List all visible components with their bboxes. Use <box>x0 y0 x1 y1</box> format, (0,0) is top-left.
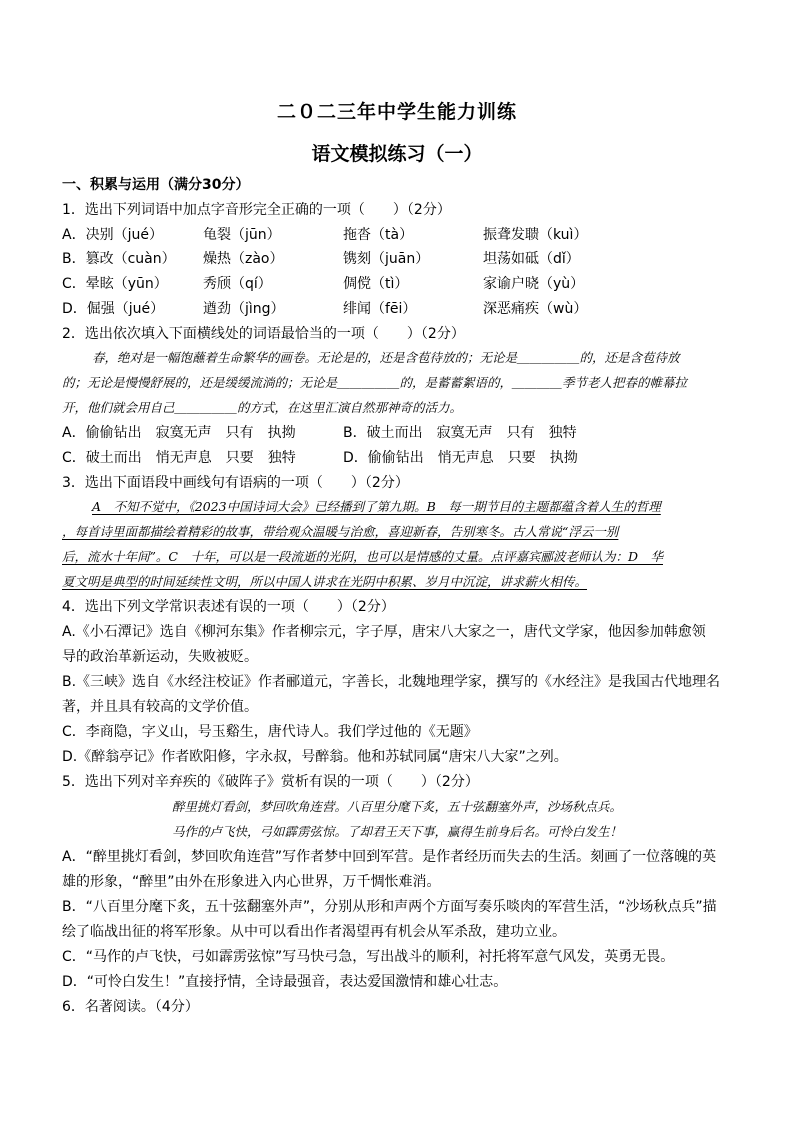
q5-option-line: C．“马作的卢飞快，弓如霹雳弦惊”写马快弓急，写出战斗的顺利，衬托将军意气风发，英勇无畏。 <box>62 949 675 965</box>
q1-option-d-word2: 遒劲（jìng） <box>203 301 285 317</box>
q1-option-a-word1: A．决别（jué） <box>62 227 163 243</box>
q2-option-b: B．破土而出 寂寞无声 只有 独特 <box>343 425 577 441</box>
q4-option-line: C．李商隐，字义山，号玉谿生，唐代诗人。我们学过他的《无题》 <box>62 724 478 740</box>
q2-option-c: C．破土而出 悄无声息 只要 独特 <box>62 450 296 466</box>
q3-passage-line: 后，流水十年间”。C 十年，可以是一段流逝的光阴，也可以是情感的丈量。点评嘉宾郦波老师认为：D 华 <box>62 549 663 564</box>
q5-option-line: B．“八百里分麾下炙，五十弦翻塞外声”，分别从形和声两个方面写奏乐啖肉的军营生活，“沙场秋点兵”描 <box>62 899 717 915</box>
q1-option-b-word2: 燥热（zào） <box>203 251 284 267</box>
q4-option-line: 著，并且具有较高的文学价值。 <box>62 699 258 715</box>
q1-option-a-word4: 振聋发聩（kuì） <box>483 227 588 243</box>
q1-option-c-word1: C．晕眩（yūn） <box>62 276 168 292</box>
page-title: 二０二三年中学生能力训练 <box>276 101 517 123</box>
page-subtitle: 语文模拟练习（一） <box>311 143 483 165</box>
q5-poem-line: 醉里挑灯看剑，梦回吹角连营。八百里分麾下炙，五十弦翻塞外声，沙场秋点兵。 <box>171 799 622 814</box>
q2-passage-line: 开，他们就会用自己＿＿＿＿＿的方式，在这里汇演自然那神奇的活力。 <box>62 400 463 415</box>
q5-poem-line: 马作的卢飞快，弓如霹雳弦惊。了却君王天下事，赢得生前身后名。可怜白发生！ <box>171 824 622 839</box>
q4-option-line: D.《醉翁亭记》作者欧阳修，字永叔，号醉翁。他和苏轼同属“唐宋八大家”之列。 <box>62 749 568 765</box>
question-5-stem: 5．选出下列对辛弃疾的《破阵子》赏析有误的一项（ ）（2分） <box>62 774 479 790</box>
q2-passage-line: 春，绝对是一幅饱蘸着生命繁华的画卷。无论是的，还是含苞待放的；无论是＿＿＿＿＿的，还是含苞待放 <box>92 350 680 365</box>
q5-option-line: 绘了临战出征的将军形象。从中可以看出作者渴望再有机会从军杀敌，建功立业。 <box>62 924 566 940</box>
q2-option-d: D．偷偷钻出 悄无声息 只要 执拗 <box>343 450 578 466</box>
q1-option-b-word3: 镌刻（juān） <box>343 251 430 267</box>
q1-option-c-word3: 倜傥（tì） <box>343 276 409 292</box>
q1-option-d-word1: D．倔强（jué） <box>62 301 165 317</box>
q1-option-c-word2: 秀颀（qí） <box>203 276 272 292</box>
q1-option-a-word2: 龟裂（jūn） <box>203 227 281 243</box>
q4-option-line: B.《三峡》选自《水经注校证》作者郦道元，字善长，北魏地理学家，撰写的《水经注》是我国古代地理名 <box>62 674 721 690</box>
q3-passage-line: 夏文明是典型的时间延续性文明，所以中国人讲求在光阴中积累、岁月中沉淀，讲求薪火相传。 <box>62 574 588 589</box>
section-heading: 一、积累与运用（满分30分） <box>62 177 250 193</box>
q1-option-d-word4: 深恶痛疾（wù） <box>483 301 588 317</box>
q1-option-b-word1: B．篡改（cuàn） <box>62 251 176 267</box>
q1-option-c-word4: 家谕户晓（yù） <box>483 276 585 292</box>
q2-option-a: A．偷偷钻出 寂寞无声 只有 执拗 <box>62 425 296 441</box>
q3-passage-line: ，每首诗里面都描绘着精彩的故事，带给观众温暖与治愈，喜迎新春，告别寒冬。古人常说“浮云一别 <box>62 524 619 539</box>
question-2-stem: 2．选出依次填入下面横线处的词语最恰当的一项（ ）（2分） <box>62 326 465 342</box>
question-1-stem: 1．选出下列词语中加点字音形完全正确的一项（ ）（2分） <box>62 202 451 218</box>
q1-option-b-word4: 坦荡如砥（dǐ） <box>483 251 580 267</box>
question-4-stem: 4．选出下列文学常识表述有误的一项（ ）（2分） <box>62 599 395 615</box>
q3-passage-line: A 不知不觉中，《2023中国诗词大会》已经播到了第九期。B 每一期节目的主题都蕴含着人生的哲理 <box>92 499 661 514</box>
q4-option-line: 导的政治革新运动，失败被贬。 <box>62 649 258 665</box>
q5-option-line: 雄的形象，“醉里”由外在形象进入内心世界，万千惆怅难消。 <box>62 874 441 890</box>
q1-option-a-word3: 拖沓（tà） <box>343 227 414 243</box>
q5-option-line: A．“醉里挑灯看剑，梦回吹角连营”写作者梦中回到军营。是作者经历而失去的生活。刻画了一位落魄的英 <box>62 849 717 865</box>
q5-option-line: D．“可怜白发生！”直接抒情，全诗最强音，表达爱国激情和雄心壮志。 <box>62 974 508 990</box>
q2-passage-line: 的；无论是慢慢舒展的，还是缓缓流淌的；无论是＿＿＿＿＿的，是蓄蓄絮语的，＿＿＿＿季节老人把春的帷幕拉 <box>62 375 688 390</box>
q1-option-d-word3: 绯闻（fēi） <box>343 301 417 317</box>
question-6-stem: 6．名著阅读。（4分） <box>62 999 199 1015</box>
question-3-stem: 3．选出下面语段中画线句有语病的一项（ ）（2分） <box>62 475 409 491</box>
q4-option-line: A.《小石潭记》选自《柳河东集》作者柳宗元，字子厚，唐宋八大家之一，唐代文学家，他因参加韩愈领 <box>62 624 706 640</box>
